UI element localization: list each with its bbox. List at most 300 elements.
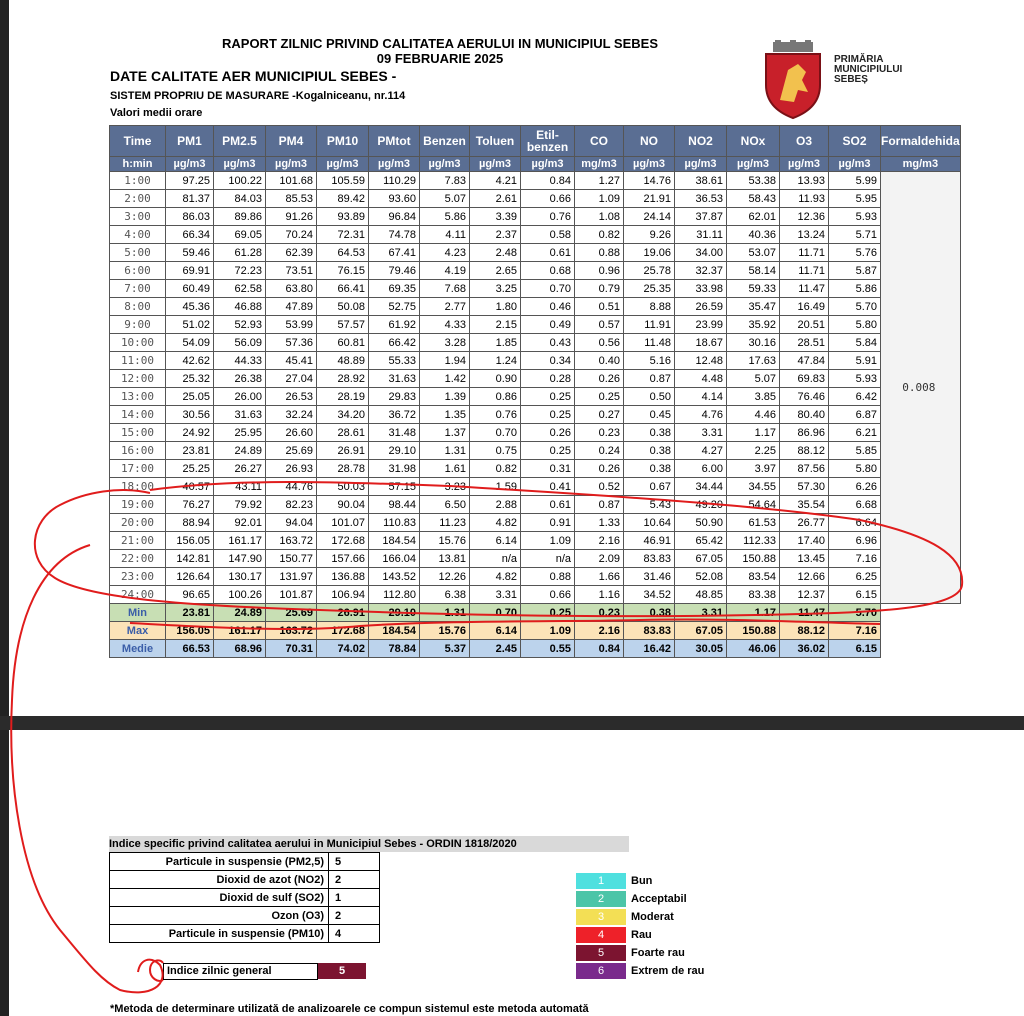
value-cell: 31.48 xyxy=(369,424,420,442)
unit-header: µg/m3 xyxy=(317,157,369,172)
value-cell: 3.85 xyxy=(727,388,780,406)
summary-value: 1.09 xyxy=(521,622,575,640)
value-cell: 55.33 xyxy=(369,352,420,370)
unit-header: µg/m3 xyxy=(166,157,214,172)
value-cell: 172.68 xyxy=(317,532,369,550)
time-cell: 3:00 xyxy=(110,208,166,226)
value-cell: 67.41 xyxy=(369,244,420,262)
value-cell: 54.64 xyxy=(727,496,780,514)
time-cell: 17:00 xyxy=(110,460,166,478)
value-cell: 161.17 xyxy=(214,532,266,550)
value-cell: 73.51 xyxy=(266,262,317,280)
summary-value: 70.31 xyxy=(266,640,317,658)
value-cell: n/a xyxy=(470,550,521,568)
value-cell: 12.26 xyxy=(420,568,470,586)
value-cell: 35.92 xyxy=(727,316,780,334)
value-cell: 3.25 xyxy=(470,280,521,298)
value-cell: 1.08 xyxy=(575,208,624,226)
value-cell: 40.36 xyxy=(727,226,780,244)
value-cell: 2.37 xyxy=(470,226,521,244)
legend-swatch: 1 xyxy=(576,873,626,889)
value-cell: 1.85 xyxy=(470,334,521,352)
report-title: RAPORT ZILNIC PRIVIND CALITATEA AERULUI IN MUNICIPIUL SEBES xyxy=(222,36,658,51)
crest-line-2: MUNICIPIULUI xyxy=(834,64,903,75)
value-cell: 163.72 xyxy=(266,532,317,550)
general-index-value: 5 xyxy=(318,963,366,979)
value-cell: 28.61 xyxy=(317,424,369,442)
value-cell: 150.88 xyxy=(727,550,780,568)
column-header: PM4 xyxy=(266,126,317,157)
time-cell: 18:00 xyxy=(110,478,166,496)
value-cell: 0.90 xyxy=(470,370,521,388)
column-header: Toluen xyxy=(470,126,521,157)
value-cell: 130.17 xyxy=(214,568,266,586)
formaldehyde-cell: 0.008 xyxy=(881,172,961,604)
value-cell: 47.84 xyxy=(780,352,829,370)
summary-value: 0.55 xyxy=(521,640,575,658)
value-cell: 57.36 xyxy=(266,334,317,352)
value-cell: 136.88 xyxy=(317,568,369,586)
value-cell: 0.61 xyxy=(521,244,575,262)
value-cell: 72.23 xyxy=(214,262,266,280)
value-cell: 0.68 xyxy=(521,262,575,280)
value-cell: 64.53 xyxy=(317,244,369,262)
index-value: 2 xyxy=(329,871,380,889)
summary-value: 23.81 xyxy=(166,604,214,622)
legend-label: Moderat xyxy=(631,911,674,923)
value-cell: 53.99 xyxy=(266,316,317,334)
value-cell: 31.98 xyxy=(369,460,420,478)
value-cell: 1.37 xyxy=(420,424,470,442)
value-cell: 0.76 xyxy=(521,208,575,226)
value-cell: 184.54 xyxy=(369,532,420,550)
column-header: NO2 xyxy=(675,126,727,157)
value-cell: 1.16 xyxy=(575,586,624,604)
summary-value: 26.91 xyxy=(317,604,369,622)
value-cell: 1.42 xyxy=(420,370,470,388)
index-label: Particule in suspensie (PM10) xyxy=(110,925,329,943)
value-cell: 72.31 xyxy=(317,226,369,244)
value-cell: 4.14 xyxy=(675,388,727,406)
value-cell: 50.03 xyxy=(317,478,369,496)
summary-value: 156.05 xyxy=(166,622,214,640)
value-cell: 0.34 xyxy=(521,352,575,370)
value-cell: 16.49 xyxy=(780,298,829,316)
value-cell: 2.61 xyxy=(470,190,521,208)
value-cell: 5.99 xyxy=(829,172,881,190)
time-cell: 9:00 xyxy=(110,316,166,334)
value-cell: 24.14 xyxy=(624,208,675,226)
value-cell: 0.91 xyxy=(521,514,575,532)
value-cell: 17.40 xyxy=(780,532,829,550)
summary-value: 15.76 xyxy=(420,622,470,640)
value-cell: 26.93 xyxy=(266,460,317,478)
value-cell: 5.07 xyxy=(727,370,780,388)
unit-header: µg/m3 xyxy=(780,157,829,172)
value-cell: 92.01 xyxy=(214,514,266,532)
value-cell: 58.14 xyxy=(727,262,780,280)
value-cell: 0.46 xyxy=(521,298,575,316)
value-cell: 19.06 xyxy=(624,244,675,262)
value-cell: 1.17 xyxy=(727,424,780,442)
value-cell: 31.63 xyxy=(369,370,420,388)
value-cell: 52.75 xyxy=(369,298,420,316)
unit-header: µg/m3 xyxy=(369,157,420,172)
report-date: 09 FEBRUARIE 2025 xyxy=(376,51,504,66)
value-cell: 67.05 xyxy=(675,550,727,568)
unit-header: mg/m3 xyxy=(575,157,624,172)
value-cell: 5.16 xyxy=(624,352,675,370)
value-cell: 7.68 xyxy=(420,280,470,298)
value-cell: 5.95 xyxy=(829,190,881,208)
unit-header: µg/m3 xyxy=(470,157,521,172)
value-cell: 2.77 xyxy=(420,298,470,316)
value-cell: 9.26 xyxy=(624,226,675,244)
value-cell: 45.36 xyxy=(166,298,214,316)
time-cell: 11:00 xyxy=(110,352,166,370)
value-cell: 83.54 xyxy=(727,568,780,586)
time-cell: 5:00 xyxy=(110,244,166,262)
value-cell: 83.83 xyxy=(624,550,675,568)
value-cell: 44.33 xyxy=(214,352,266,370)
value-cell: 30.16 xyxy=(727,334,780,352)
value-cell: 43.11 xyxy=(214,478,266,496)
value-cell: 31.11 xyxy=(675,226,727,244)
legend-label: Extrem de rau xyxy=(631,965,705,977)
value-cell: 4.48 xyxy=(675,370,727,388)
value-cell: 48.85 xyxy=(675,586,727,604)
value-cell: 100.22 xyxy=(214,172,266,190)
unit-header: µg/m3 xyxy=(624,157,675,172)
value-cell: 0.41 xyxy=(521,478,575,496)
column-header: PM1 xyxy=(166,126,214,157)
value-cell: 62.01 xyxy=(727,208,780,226)
value-cell: 23.99 xyxy=(675,316,727,334)
value-cell: 13.24 xyxy=(780,226,829,244)
value-cell: 0.26 xyxy=(575,460,624,478)
value-cell: 50.90 xyxy=(675,514,727,532)
time-cell: 22:00 xyxy=(110,550,166,568)
value-cell: 93.89 xyxy=(317,208,369,226)
value-cell: 1.59 xyxy=(470,478,521,496)
value-cell: 5.80 xyxy=(829,316,881,334)
value-cell: 5.86 xyxy=(829,280,881,298)
value-cell: 65.42 xyxy=(675,532,727,550)
value-cell: 101.07 xyxy=(317,514,369,532)
value-cell: 5.87 xyxy=(829,262,881,280)
time-cell: 21:00 xyxy=(110,532,166,550)
value-cell: 0.67 xyxy=(624,478,675,496)
time-cell: 7:00 xyxy=(110,280,166,298)
value-cell: 33.98 xyxy=(675,280,727,298)
value-cell: 0.57 xyxy=(575,316,624,334)
value-cell: 51.02 xyxy=(166,316,214,334)
value-cell: 81.37 xyxy=(166,190,214,208)
value-cell: 5.93 xyxy=(829,208,881,226)
value-cell: 91.26 xyxy=(266,208,317,226)
value-cell: 89.42 xyxy=(317,190,369,208)
value-cell: 59.33 xyxy=(727,280,780,298)
value-cell: 110.83 xyxy=(369,514,420,532)
summary-value: 7.16 xyxy=(829,622,881,640)
value-cell: 2.88 xyxy=(470,496,521,514)
summary-value: 74.02 xyxy=(317,640,369,658)
value-cell: 4.46 xyxy=(727,406,780,424)
value-cell: 150.77 xyxy=(266,550,317,568)
summary-value: 2.45 xyxy=(470,640,521,658)
summary-value: 25.69 xyxy=(266,604,317,622)
value-cell: 34.00 xyxy=(675,244,727,262)
value-cell: 50.08 xyxy=(317,298,369,316)
value-cell: 85.53 xyxy=(266,190,317,208)
value-cell: 53.07 xyxy=(727,244,780,262)
value-cell: 0.66 xyxy=(521,586,575,604)
value-cell: 15.76 xyxy=(420,532,470,550)
time-cell: 4:00 xyxy=(110,226,166,244)
value-cell: 69.05 xyxy=(214,226,266,244)
legend-swatch: 4 xyxy=(576,927,626,943)
value-cell: 4.21 xyxy=(470,172,521,190)
index-value: 1 xyxy=(329,889,380,907)
value-cell: 11.71 xyxy=(780,244,829,262)
value-cell: 83.38 xyxy=(727,586,780,604)
column-header: O3 xyxy=(780,126,829,157)
general-index-label: Indice zilnic general xyxy=(163,963,318,980)
value-cell: 26.27 xyxy=(214,460,266,478)
value-cell: 28.19 xyxy=(317,388,369,406)
value-cell: 131.97 xyxy=(266,568,317,586)
time-cell: 13:00 xyxy=(110,388,166,406)
value-cell: 11.93 xyxy=(780,190,829,208)
value-cell: 13.81 xyxy=(420,550,470,568)
value-cell: 52.08 xyxy=(675,568,727,586)
value-cell: 12.66 xyxy=(780,568,829,586)
summary-value: 0.84 xyxy=(575,640,624,658)
legend-label: Rau xyxy=(631,929,652,941)
value-cell: 4.11 xyxy=(420,226,470,244)
value-cell: 11.23 xyxy=(420,514,470,532)
value-cell: 5.07 xyxy=(420,190,470,208)
value-cell: 1.09 xyxy=(521,532,575,550)
summary-value: 30.05 xyxy=(675,640,727,658)
value-cell: 45.41 xyxy=(266,352,317,370)
method-footnote: *Metoda de determinare utilizată de analizoarele ce compun sistemul este metoda automată xyxy=(110,1003,589,1015)
legend-label: Foarte rau xyxy=(631,947,685,959)
summary-value: 29.10 xyxy=(369,604,420,622)
time-cell: 8:00 xyxy=(110,298,166,316)
value-cell: 100.26 xyxy=(214,586,266,604)
value-cell: 7.16 xyxy=(829,550,881,568)
value-cell: 2.48 xyxy=(470,244,521,262)
value-cell: 26.38 xyxy=(214,370,266,388)
value-cell: 31.63 xyxy=(214,406,266,424)
time-cell: 1:00 xyxy=(110,172,166,190)
time-cell: 24:00 xyxy=(110,586,166,604)
summary-value: 150.88 xyxy=(727,622,780,640)
value-cell: 12.36 xyxy=(780,208,829,226)
value-cell: 26.60 xyxy=(266,424,317,442)
value-cell: 98.44 xyxy=(369,496,420,514)
value-cell: 0.61 xyxy=(521,496,575,514)
min-row-strike xyxy=(130,619,880,629)
column-header: SO2 xyxy=(829,126,881,157)
value-cell: 34.52 xyxy=(624,586,675,604)
value-cell: 3.28 xyxy=(420,334,470,352)
value-cell: 0.38 xyxy=(624,442,675,460)
value-cell: 25.95 xyxy=(214,424,266,442)
value-cell: 6.26 xyxy=(829,478,881,496)
value-cell: 0.88 xyxy=(575,244,624,262)
value-cell: 25.32 xyxy=(166,370,214,388)
value-cell: 147.90 xyxy=(214,550,266,568)
value-cell: 5.80 xyxy=(829,460,881,478)
value-cell: 96.84 xyxy=(369,208,420,226)
value-cell: 66.41 xyxy=(317,280,369,298)
unit-header: µg/m3 xyxy=(214,157,266,172)
index-value: 4 xyxy=(329,925,380,943)
value-cell: 106.94 xyxy=(317,586,369,604)
legend-swatch: 5 xyxy=(576,945,626,961)
value-cell: 0.25 xyxy=(575,388,624,406)
value-cell: 0.82 xyxy=(470,460,521,478)
value-cell: 6.14 xyxy=(470,532,521,550)
value-cell: 4.33 xyxy=(420,316,470,334)
value-cell: 36.72 xyxy=(369,406,420,424)
value-cell: 84.03 xyxy=(214,190,266,208)
value-cell: 57.30 xyxy=(780,478,829,496)
value-cell: 1.94 xyxy=(420,352,470,370)
column-header: PM2.5 xyxy=(214,126,266,157)
arrow-curve xyxy=(11,545,162,992)
summary-value: 172.68 xyxy=(317,622,369,640)
value-cell: 26.91 xyxy=(317,442,369,460)
unit-header: µg/m3 xyxy=(727,157,780,172)
value-cell: 88.12 xyxy=(780,442,829,460)
value-cell: 27.04 xyxy=(266,370,317,388)
crest-line-1: PRIMĂRIA xyxy=(834,54,884,65)
summary-value: 1.17 xyxy=(727,604,780,622)
value-cell: 48.89 xyxy=(317,352,369,370)
value-cell: 0.70 xyxy=(470,424,521,442)
index-label: Particule in suspensie (PM2,5) xyxy=(110,853,329,871)
value-cell: 0.84 xyxy=(521,172,575,190)
value-cell: 61.28 xyxy=(214,244,266,262)
value-cell: 101.68 xyxy=(266,172,317,190)
value-cell: 80.40 xyxy=(780,406,829,424)
value-cell: 0.27 xyxy=(575,406,624,424)
unit-header: µg/m3 xyxy=(266,157,317,172)
measurement-system: SISTEM PROPRIU DE MASURARE -Kogalniceanu, nr.114 xyxy=(110,90,406,102)
value-cell: 0.70 xyxy=(521,280,575,298)
value-cell: 26.59 xyxy=(675,298,727,316)
column-header: Time xyxy=(110,126,166,157)
summary-value: 46.06 xyxy=(727,640,780,658)
value-cell: 0.58 xyxy=(521,226,575,244)
value-cell: 2.25 xyxy=(727,442,780,460)
summary-value: 67.05 xyxy=(675,622,727,640)
value-cell: 6.21 xyxy=(829,424,881,442)
value-cell: 57.57 xyxy=(317,316,369,334)
value-cell: 49.20 xyxy=(675,496,727,514)
value-cell: 4.19 xyxy=(420,262,470,280)
summary-value: 5.70 xyxy=(829,604,881,622)
value-cell: 6.64 xyxy=(829,514,881,532)
index-title: Indice specific privind calitatea aerului in Municipiul Sebes - ORDIN 1818/2020 xyxy=(109,836,629,852)
summary-value: 163.72 xyxy=(266,622,317,640)
value-cell: 126.64 xyxy=(166,568,214,586)
value-cell: 3.23 xyxy=(420,478,470,496)
value-cell: 0.24 xyxy=(575,442,624,460)
unit-header: µg/m3 xyxy=(675,157,727,172)
crest-line-3: SEBEȘ xyxy=(834,74,868,85)
value-cell: 46.88 xyxy=(214,298,266,316)
value-cell: 94.04 xyxy=(266,514,317,532)
summary-value: 36.02 xyxy=(780,640,829,658)
value-cell: 66.34 xyxy=(166,226,214,244)
value-cell: 0.75 xyxy=(470,442,521,460)
value-cell: 6.15 xyxy=(829,586,881,604)
value-cell: 25.25 xyxy=(166,460,214,478)
legend-label: Acceptabil xyxy=(631,893,687,905)
value-cell: 60.49 xyxy=(166,280,214,298)
value-cell: 6.00 xyxy=(675,460,727,478)
summary-value: 16.42 xyxy=(624,640,675,658)
value-cell: 4.23 xyxy=(420,244,470,262)
column-header: NOx xyxy=(727,126,780,157)
value-cell: 4.82 xyxy=(470,514,521,532)
summary-value: 78.84 xyxy=(369,640,420,658)
value-cell: 0.88 xyxy=(521,568,575,586)
summary-value: 184.54 xyxy=(369,622,420,640)
value-cell: 24.89 xyxy=(214,442,266,460)
summary-label: Min xyxy=(110,604,166,622)
value-cell: 11.91 xyxy=(624,316,675,334)
value-cell: 5.43 xyxy=(624,496,675,514)
unit-header: mg/m3 xyxy=(881,157,961,172)
value-cell: 38.61 xyxy=(675,172,727,190)
value-cell: 25.05 xyxy=(166,388,214,406)
column-header: PM10 xyxy=(317,126,369,157)
value-cell: 52.93 xyxy=(214,316,266,334)
summary-value: 0.23 xyxy=(575,604,624,622)
column-header: Formaldehida xyxy=(881,126,961,157)
value-cell: 0.26 xyxy=(521,424,575,442)
value-cell: 2.15 xyxy=(470,316,521,334)
value-cell: 0.87 xyxy=(575,496,624,514)
value-cell: 0.25 xyxy=(521,442,575,460)
column-header: Etil-benzen xyxy=(521,126,575,157)
value-cell: 4.27 xyxy=(675,442,727,460)
value-cell: 1.61 xyxy=(420,460,470,478)
value-cell: 2.16 xyxy=(575,532,624,550)
value-cell: 25.35 xyxy=(624,280,675,298)
value-cell: 0.50 xyxy=(624,388,675,406)
value-cell: 0.52 xyxy=(575,478,624,496)
value-cell: 34.20 xyxy=(317,406,369,424)
value-cell: 76.15 xyxy=(317,262,369,280)
value-cell: 6.68 xyxy=(829,496,881,514)
value-cell: 93.60 xyxy=(369,190,420,208)
value-cell: 26.77 xyxy=(780,514,829,532)
value-cell: 0.49 xyxy=(521,316,575,334)
legend-swatch: 2 xyxy=(576,891,626,907)
value-cell: 0.40 xyxy=(575,352,624,370)
value-cell: 90.04 xyxy=(317,496,369,514)
value-cell: 0.82 xyxy=(575,226,624,244)
value-cell: 53.38 xyxy=(727,172,780,190)
value-cell: 6.25 xyxy=(829,568,881,586)
value-cell: 142.81 xyxy=(166,550,214,568)
